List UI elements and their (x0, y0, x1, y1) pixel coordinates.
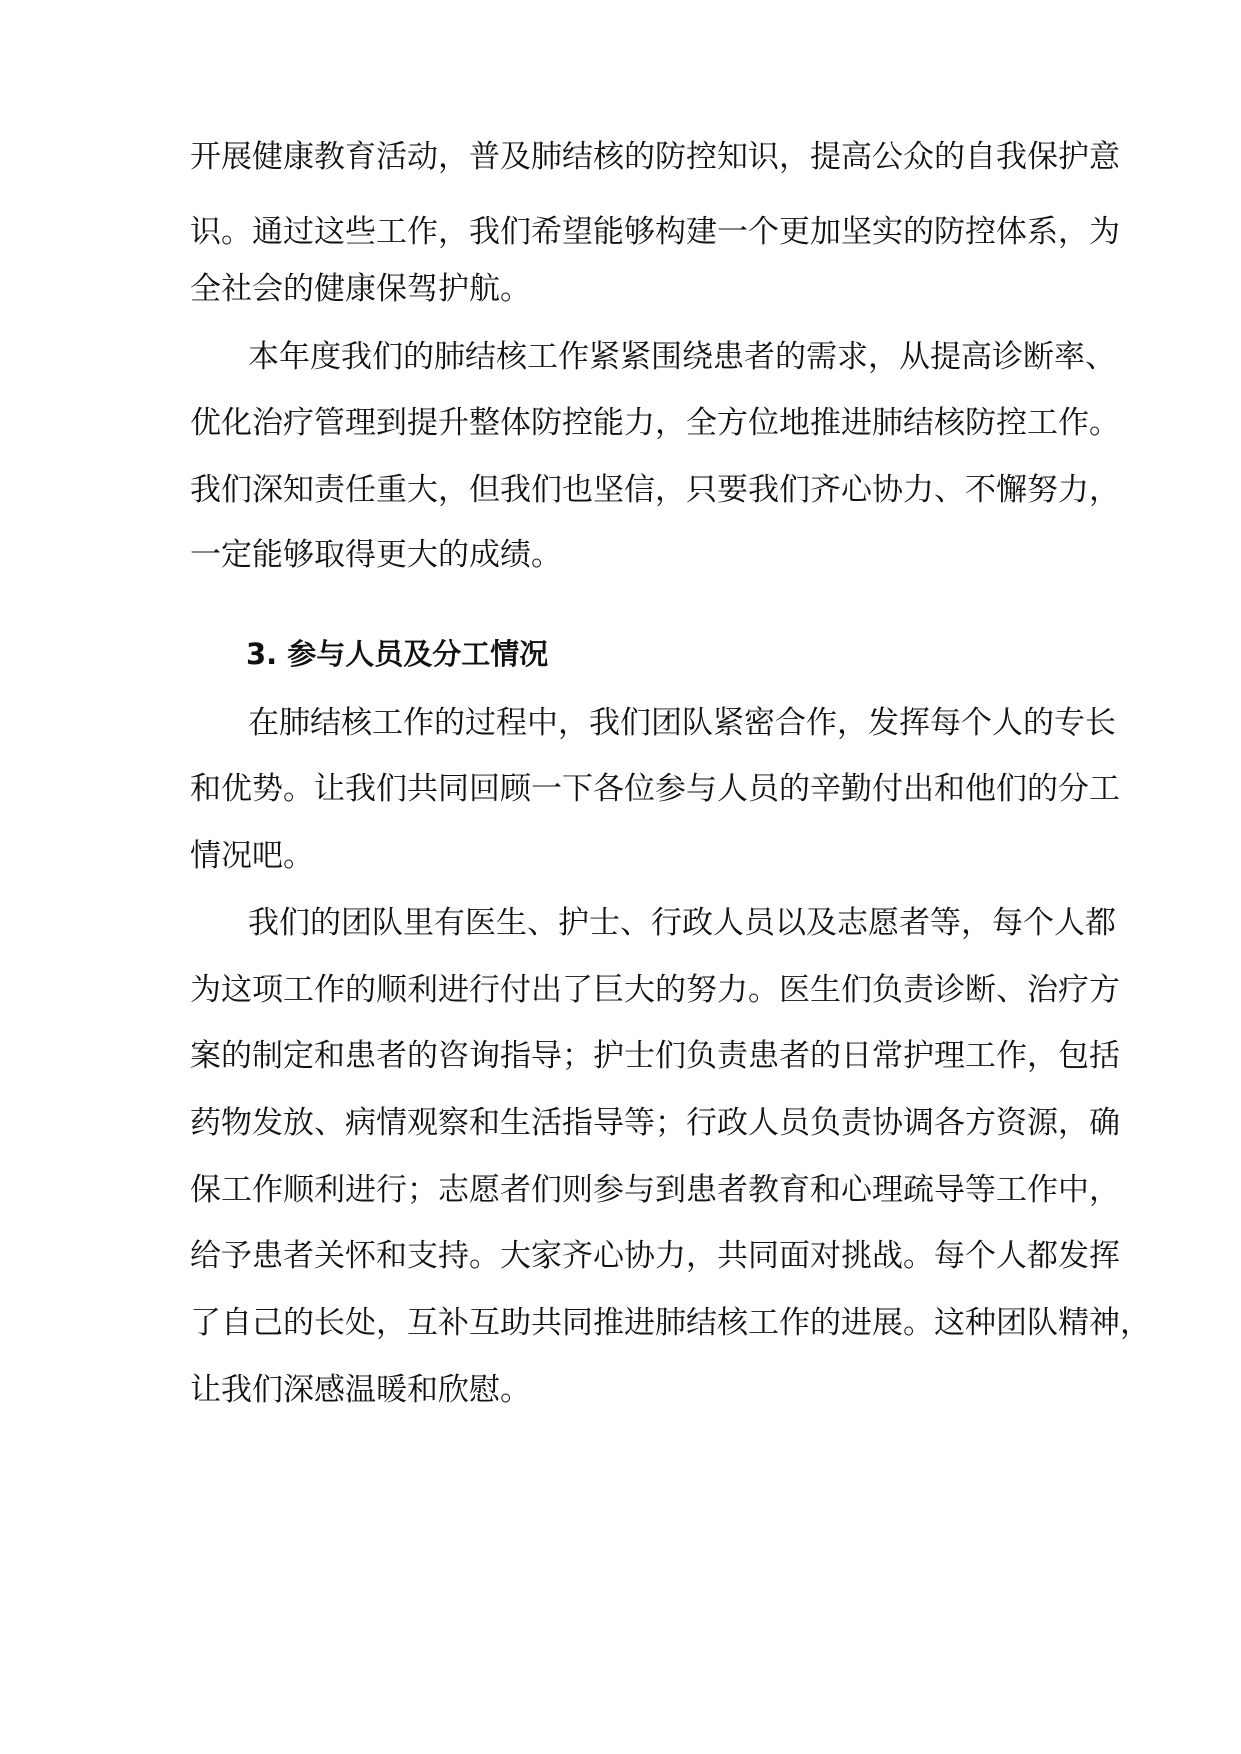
text-line: 一定能够取得更大的成绩。 (190, 537, 562, 573)
text-line: 情况吧。 (190, 838, 314, 874)
text-line: 本年度我们的肺结核工作紧紧围绕患者的需求，从提高诊断率、 (248, 339, 1116, 375)
text-line: 了自己的长处，互补互助共同推进肺结核工作的进展。这种团队精神， (190, 1305, 1151, 1341)
text-line: 和优势。让我们共同回顾一下各位参与人员的辛勤付出和他们的分工 (190, 771, 1120, 807)
text-line: 开展健康教育活动，普及肺结核的防控知识，提高公众的自我保护意 (190, 139, 1120, 175)
section-heading: 3. 参与人员及分工情况 (246, 637, 549, 671)
text-line: 我们的团队里有医生、护士、行政人员以及志愿者等，每个人都 (248, 905, 1116, 941)
text-line: 识。通过这些工作，我们希望能够构建一个更加坚实的防控体系，为 (190, 214, 1120, 250)
text-line: 药物发放、病情观察和生活指导等；行政人员负责协调各方资源，确 (190, 1105, 1120, 1141)
text-line: 让我们深感温暖和欣慰。 (190, 1372, 531, 1408)
text-line: 我们深知责任重大，但我们也坚信，只要我们齐心协力、不懈努力， (190, 472, 1120, 508)
text-line: 案的制定和患者的咨询指导；护士们负责患者的日常护理工作，包括 (190, 1038, 1120, 1074)
text-line: 给予患者关怀和支持。大家齐心协力，共同面对挑战。每个人都发挥 (190, 1238, 1120, 1274)
text-line: 优化治疗管理到提升整体防控能力，全方位地推进肺结核防控工作。 (190, 405, 1120, 441)
text-line: 为这项工作的顺利进行付出了巨大的努力。医生们负责诊断、治疗方 (190, 972, 1120, 1008)
text-line: 保工作顺利进行；志愿者们则参与到患者教育和心理疏导等工作中， (190, 1172, 1120, 1208)
text-line: 在肺结核工作的过程中，我们团队紧密合作，发挥每个人的专长 (248, 705, 1116, 741)
text-line: 全社会的健康保驾护航。 (190, 271, 531, 307)
